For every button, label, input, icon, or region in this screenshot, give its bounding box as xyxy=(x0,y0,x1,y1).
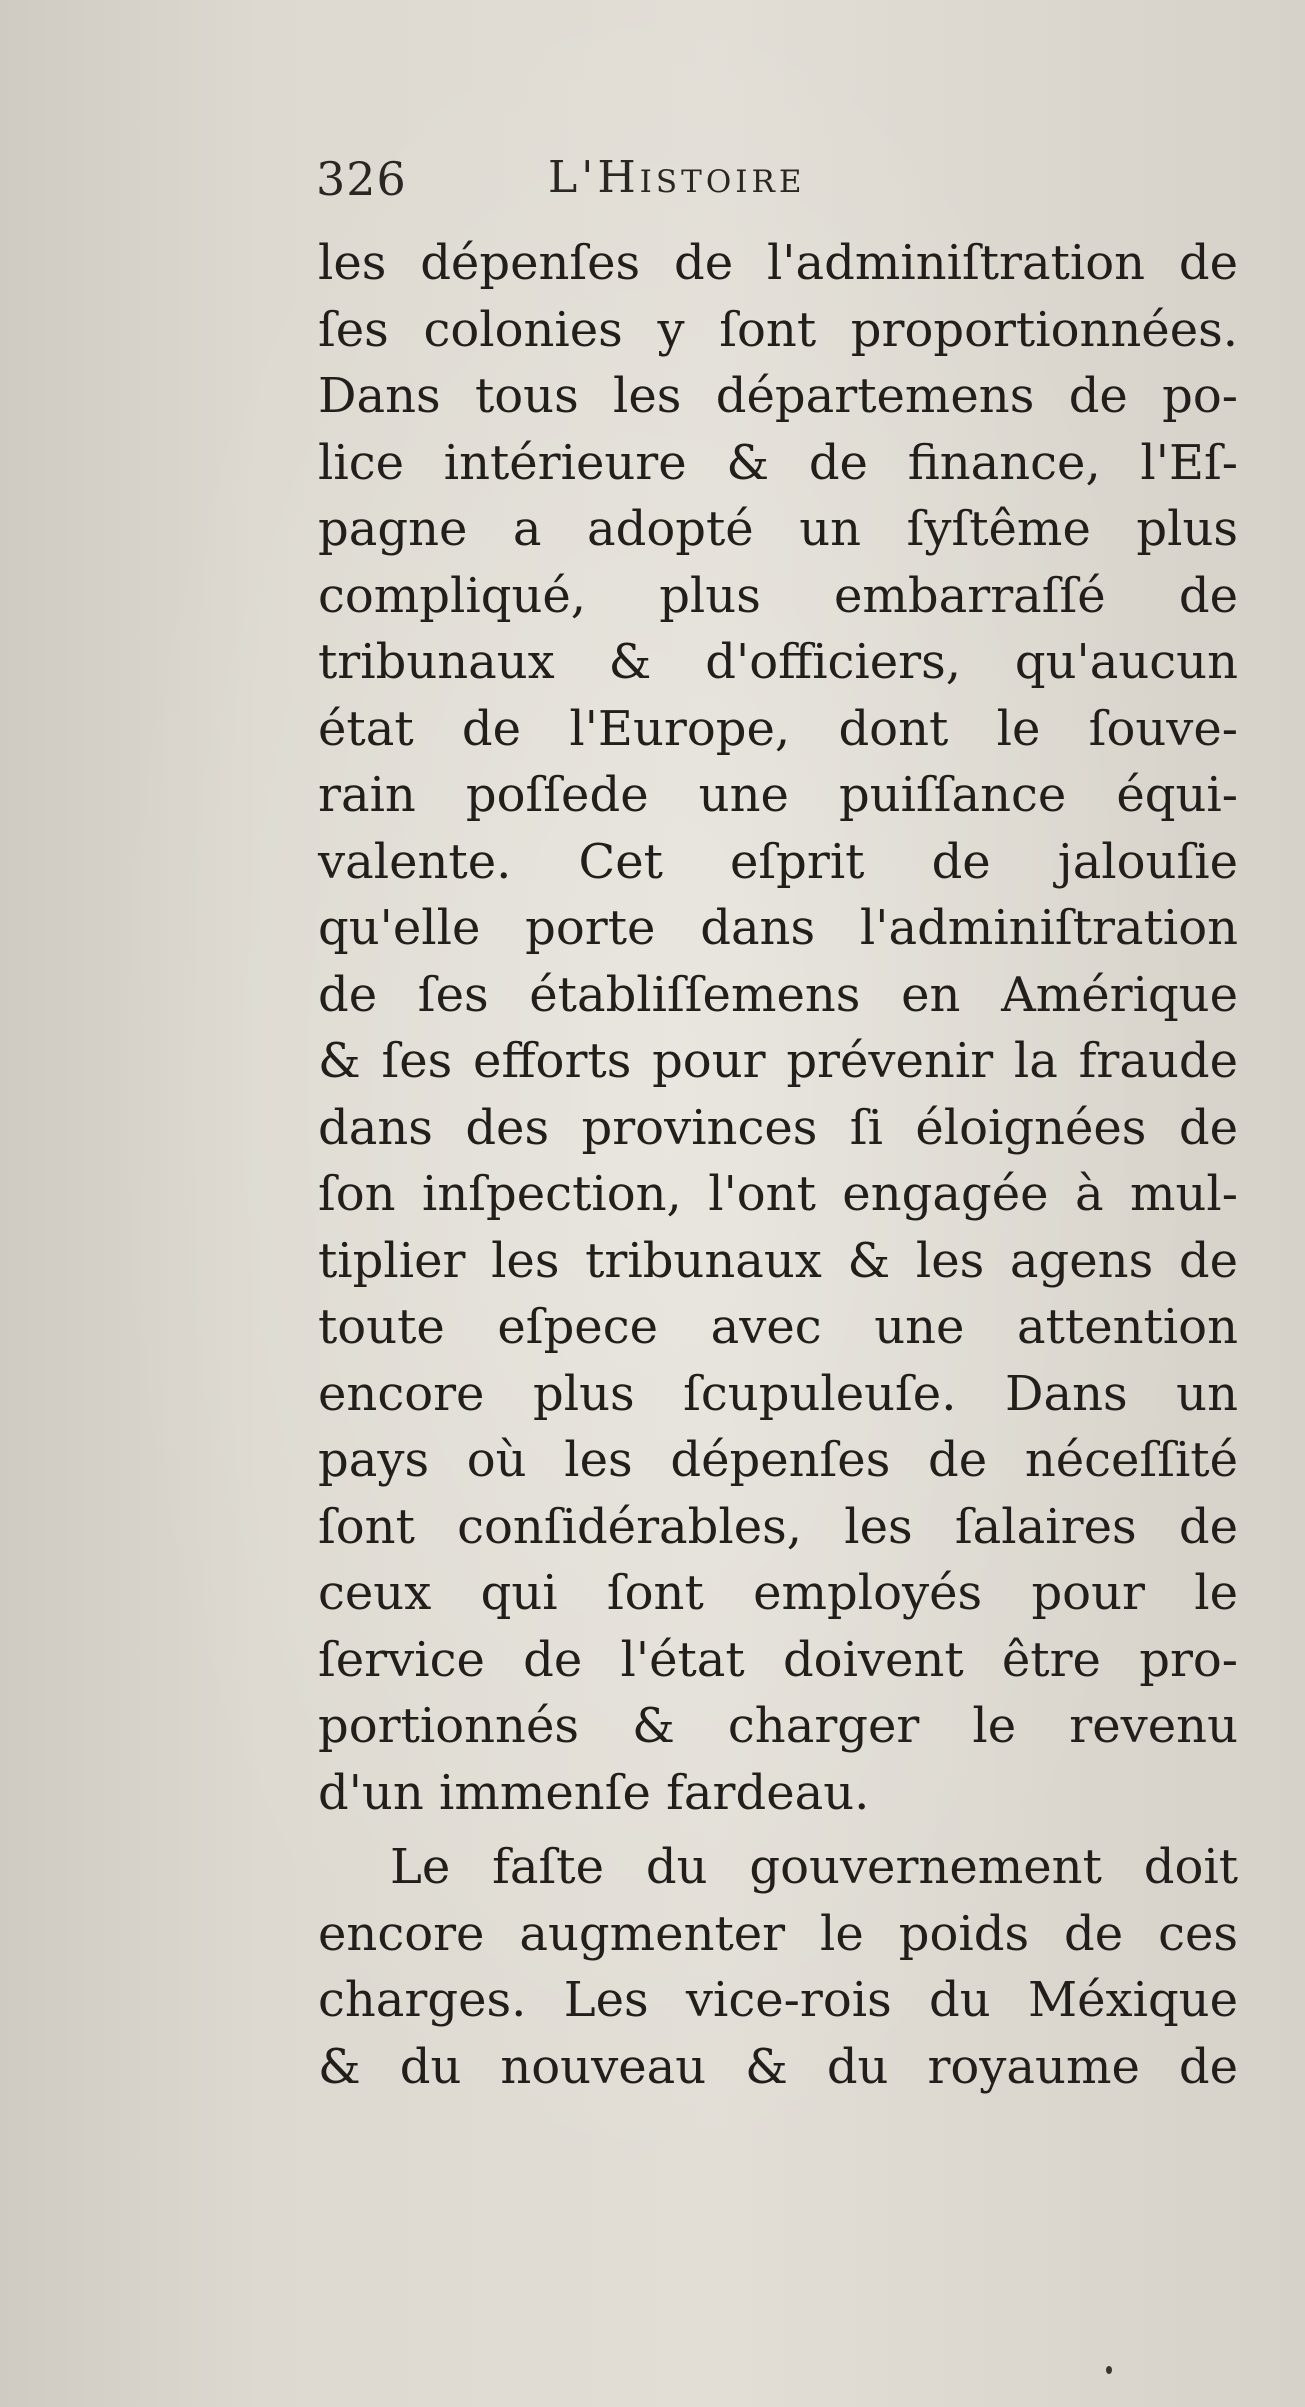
text-line: Dans tous les départemens de po- xyxy=(318,368,1238,424)
text-line: lice intérieure & de finance, l'Eſ- xyxy=(318,434,1238,491)
text-line: portionnés & charger le revenu xyxy=(318,1698,1238,1754)
text-line: ſon inſpection, l'ont engagée à mul- xyxy=(318,1166,1238,1222)
text-line: les dépenſes de l'adminiſtration de xyxy=(318,235,1238,291)
text-line: ſes colonies y ſont proportionnées. xyxy=(318,301,1238,358)
text-line: état de l'Europe, dont le ſouve- xyxy=(318,700,1238,757)
body-text xyxy=(318,230,1238,2100)
page-number: 326 xyxy=(316,152,407,206)
paragraph-2 xyxy=(318,1834,1238,2100)
page-header xyxy=(316,152,1276,212)
text-line: toute eſpece avec une attention xyxy=(318,1299,1238,1355)
text-line: ſervice de l'état doivent être pro- xyxy=(318,1631,1238,1688)
text-line: encore plus ſcupuleuſe. Dans un xyxy=(318,1365,1238,1422)
text-line: dans des provinces ſi éloignées de xyxy=(318,1099,1238,1156)
text-line: d'un immenſe fardeau. xyxy=(318,1764,870,1821)
text-line: qu'elle porte dans l'adminiſtration xyxy=(318,900,1238,956)
ink-speck xyxy=(1106,2366,1112,2374)
paragraph-gap xyxy=(318,1826,1238,1834)
text-line: de ſes établiſſemens en Amérique xyxy=(318,966,1238,1023)
text-line: pays où les dépenſes de néceſſité xyxy=(318,1432,1238,1488)
text-line: charges. Les vice-rois du Méxique xyxy=(318,1972,1238,2028)
text-line: & du nouveau & du royaume de xyxy=(318,2038,1238,2095)
text-line: pagne a adopté un ſyſtême plus xyxy=(318,501,1238,557)
text-line: & ſes efforts pour prévenir la fraude xyxy=(318,1033,1238,1089)
text-line: tribunaux & d'officiers, qu'aucun xyxy=(318,634,1238,690)
text-line: ceux qui ſont employés pour le xyxy=(318,1565,1238,1621)
text-line: valente. Cet eſprit de jalouſie xyxy=(318,833,1238,890)
text-line: Le faſte du gouvernement doit xyxy=(390,1839,1238,1895)
text-line: encore augmenter le poids de ces xyxy=(318,1905,1238,1962)
text-line: rain poſſede une puiſſance équi- xyxy=(318,767,1238,823)
text-line: ſont conſidérables, les ſalaires de xyxy=(318,1498,1238,1555)
text-line: compliqué, plus embarraſſé de xyxy=(318,567,1238,624)
text-line: tiplier les tribunaux & les agens de xyxy=(318,1232,1238,1289)
running-head: L'Histoire xyxy=(548,152,806,203)
paragraph-1 xyxy=(318,230,1238,1826)
